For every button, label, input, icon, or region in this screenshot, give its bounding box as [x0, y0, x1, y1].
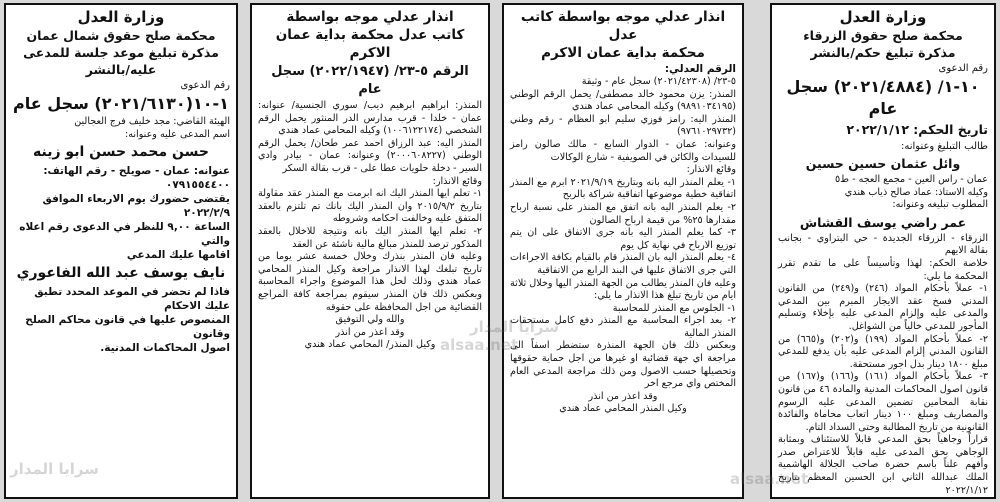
court-heading: محكمة صلح حقوق الزرقاء [803, 28, 963, 43]
watermark-latin: alsaa.net [440, 336, 519, 354]
ministry-heading: وزارة العدل [839, 8, 927, 26]
warning-line: ٢- بعد اجراء المحاسبة مع المنذر دفع كامل مستحقات المنذر المالية [510, 315, 736, 339]
defendant-address: عنوانه: عمان - صويلح - رقم الهاتف: [43, 165, 230, 178]
warning-line: ٢- تعلم ايها المنذر اليك بانه ونتيجة للاخلال بالعقد المذكور ترصد للمنذر مبالغ مالية ناشئة عن العقد [258, 225, 482, 250]
judgment-line: ٣- عملاً بأحكام المواد (١٦١) و(١٦٦) و(١٦٧) من قانون اصول المحاكمات المدنية والمادة ٤٦ من قانون نقابة المحامين تضمين المدعى عليه الرسوم والمصاريف ومبلغ ١٠٠ دينار اتعاب محاماة والفائدة القانونية من تاريخ المطالبة وحتى السداد التام. [778, 371, 988, 433]
hearing-line: اقامها عليك المدعي [126, 249, 230, 262]
warning-line: وقائع الانذار: [432, 175, 482, 187]
warning-line: ٤- يعلم المنذر اليه بان المنذر قام بالقيام بكافة الاجراءات التي جرى الاتفاق عليها في البند الرابع من الاتفاقية [510, 252, 736, 276]
served-address: الزرقاء - الزرقاء الجديدة - حي البتراوي - بجانب بقالة الايهم [778, 232, 988, 257]
watermark-arabic: سرايا المدار [470, 318, 559, 336]
warning-line: ١- يعلم المنذر اليه بانه وبتاريخ ٢٠٢١/٩/١٩ ابرم مع المنذر اتفاقية خطية موضوعها اتفاقية شراكة بالربح [510, 176, 736, 201]
defendant-phone: ٠٧٩١٥٥٤٤٠٠ [165, 179, 230, 192]
signature-line: وكيل المنذر المحامي عماد هندي [559, 403, 687, 415]
notice-north-amman-hearing [4, 3, 238, 499]
warning-line: وبعكس ذلك فان الجهة المنذرة ستضطر اسفاً الى مراجعة اي جهة قضائية او غيرها من اجل حماية حقوقها وتحصيلها حسب الاصول ومن ذلك مراجعة المدعي العام المختص واي مرجع اخر [510, 340, 736, 390]
notice-legal-warning-2 [250, 3, 490, 499]
court-heading: كاتب عدل محكمة بداية عمان الاكرم [275, 27, 465, 61]
judgment-line: ١- عملاً بأحكام المواد (٢٤٦) و(٢٤٩) من القانون المدني فسخ عقد الايجار المبرم بين المدعي والمدعى عليه وإلزام المدعى عليه بإخلاء وتسليم المأجور للمدعي خالياً من الشواغل. [778, 283, 988, 332]
attorney-line: وكيله الاستاذ: عماد صالح ذياب هندي [844, 186, 988, 198]
case-label: رقم الدعوى [938, 63, 988, 74]
notice-title-cont: عليه/بالنشر [85, 62, 157, 77]
signature-line: وكيل المنذر/ المحامي عماد هندي [304, 339, 436, 351]
defendant-name: حسن محمد حسن ابو زينه [33, 144, 209, 161]
notice-title: مذكرة تبليغ موعد جلسة للمدعى [23, 45, 219, 60]
judgment-date: تاريخ الحكم: ٢٠٢٢/١/١٢ [846, 122, 988, 137]
case-number: ١٠-١/ (٢٠٢١/٤٨٨٤) سجل عام [786, 77, 980, 118]
court-heading: محكمة صلح حقوق شمال عمان [26, 28, 216, 43]
judgment-line: قراراً وجاهياً بحق المدعي قابلاً للاستئناف وبمثابة الوجاهي بحق المدعى عليه قابلاً للاعتراض صدر وأفهم علناً باسم حضرة صاحب الجلالة الهاشمية الملك عبدالله الثاني ابن الحسين المعظم بتاريخ ٢٠٢٢/١/١٢ [778, 434, 988, 496]
plaintiff-name: نايف يوسف عبد الله الفاعوري [16, 265, 226, 282]
judgment-line: خلاصة الحكم: لهذا وتأسيساً على ما تقدم تقرر المحكمة ما يلي: [778, 257, 988, 282]
notice-title: مذكرة تبليغ حكم/بالنشر [810, 45, 956, 60]
ref-label: الرقم العدلي: [664, 63, 736, 75]
court-heading: محكمة بداية عمان الاكرم [541, 45, 705, 61]
notice-legal-warning-1 [502, 3, 744, 499]
warning-line: وقائع الانذار: [686, 164, 736, 176]
served-label: المطلوب تبليغه وعنوانه: [892, 199, 988, 211]
requester-label: طالب التبليغ وعنوانه: [900, 141, 988, 152]
warning-line: المنذر: ابراهيم ابرهيم ديب/ سوري الجنسية/ عنوانه: عمان - خلدا - قرب مدارس الدر المنثور يحمل الرقم الشخصي (١٠٠٦١٢٢١٧٤) وكيله المحامي عماد هندي [258, 100, 482, 137]
warning-line: ١- تعلم ايها المنذر اليك انه ابرمت مع المنذر عقد مقاولة بتاريخ ٢٠١٥/٩/٢ وان المنذر اليك بانك تم تلتزم بالعقد المتفق عليه وخالفت احكامه وشروطه [258, 188, 482, 225]
warning-line: اصول المحاكمات المدنية. [100, 342, 230, 355]
ref-number: الرقم ٥-٢٣/ (٢٠٢٢/١٩٤٧) سجل عام [271, 64, 469, 97]
warning-line: المنذر اليه: عبد الرزاق احمد عمر طحان/ يحمل الرقم الوطني (٢٠٠٠٦٠٨٢٢٧) وعنوانه: عمان - بيادر وادي السير - دخلة حلويات عطا على - قرب بقالة السكر [258, 137, 482, 174]
warning-line: وعليه فان المنذر يطالب من الجهة المنذر اليها وخلال ثلاثة ايام من تاريخ تبلغ هذا الانذار ما يلي: [510, 277, 736, 302]
notice-title: انذار عدلي موجه بواسطة كاتب عدل [520, 9, 726, 43]
ministry-heading: وزارة العدل [77, 8, 165, 26]
hearing-line: يقتضى حضورك يوم الاربعاء الموافق ٢٠٢٢/٢/٩ [42, 193, 230, 220]
watermark-arabic: سرايا المدار [10, 460, 99, 478]
case-label: رقم الدعوى [180, 80, 230, 91]
warning-line: فاذا لم تحضر في الموعد المحدد تطبق عليك الاحكام [34, 286, 230, 313]
watermark-latin: alsaa.net [730, 470, 809, 488]
requester-name: وائل عثمان حسين حسين [805, 156, 961, 171]
closing-line: وقد اعذر من انذر [335, 326, 405, 338]
warning-line: ٥-٢٣/ (٢٠٢١/٤٢٣٠٨) سجل عام - وثيقة [581, 76, 736, 87]
notice-title: انذار عدلي موجه بواسطة [286, 9, 454, 25]
closing-line: والله ولي التوفيق [335, 314, 405, 326]
case-number: ١-١٠(٢٠٢١/٦١٣٠) سجل عام [13, 94, 229, 113]
served-name: عمر راضي يوسف القشاش [799, 214, 967, 230]
defendant-label: اسم المدعى عليه وعنوانه: [125, 128, 230, 140]
warning-line: المنصوص عليها في قانون محاكم الصلح وقانون [25, 314, 230, 341]
closing-line: وقد اعذر من انذر [588, 390, 658, 402]
requester-address: عمان - راس العين - مجمع العجه - ط٥ [834, 174, 988, 185]
warning-line: ٣- كما يعلم المنذر اليه بانه جرى الاتفاق على ان يتم توزيع الارباح في نهاية كل يوم [510, 227, 736, 251]
warning-line: المنذر اليه: رامز فوزي سليم ابو العظام - رقم وطني (٩٧٦١٠٢٩٧٣٢) [510, 113, 736, 138]
warning-line: ٢- يعلم المنذر اليه بانه اتفق مع المنذر على نسبة ارباح مقدارها ٢٥% من قيمة ارباح الصالون [510, 201, 736, 226]
notice-zarqa-judgment [770, 3, 996, 499]
judge-line: الهيئة القاضي: مجد خليف فرج العجالين [74, 116, 230, 127]
warning-line: المنذر: يزن محمود خالد مصطفى/ يحمل الرقم الوطني (٩٨٩١٠٣٤١٩٥) وكيله المحامي عماد هندي [510, 88, 736, 113]
warning-line: ١- الجلوس مع المنذر للمحاسبة [612, 302, 736, 314]
warning-line: وعليه فان المنذر بنذرك وخلال خمسة عشر يوما من تاريخ تبلغك لهذا الانذار مراجعة وكيل المنذر المحامي عماد هندي وذلك لحل هذا الموضوع واجراء المحاسبة وبعكس ذلك فان المنذر سيقوم بمراجعة كافة المراجع القضائية من اجل المحافظة على حقوقه [258, 251, 482, 313]
warning-line: وعنوانه: عمان - الدوار السابع - مالك صالون رامز للسيدات والكائن في الصويفية - شارع الوكالات [510, 138, 736, 163]
judgment-line: ٢- عملاً بأحكام المواد (١٩٩) و(٢٠٢) و(٦٦٥) من القانون المدني إلزام المدعى عليه بأن يدفع للمدعي مبلغ ١٨٠٠ دينار بدل اجور مستحقة. [778, 333, 988, 370]
hearing-line: الساعة ٩,٠٠ للنظر في الدعوى رقم اعلاه والتي [19, 221, 230, 248]
